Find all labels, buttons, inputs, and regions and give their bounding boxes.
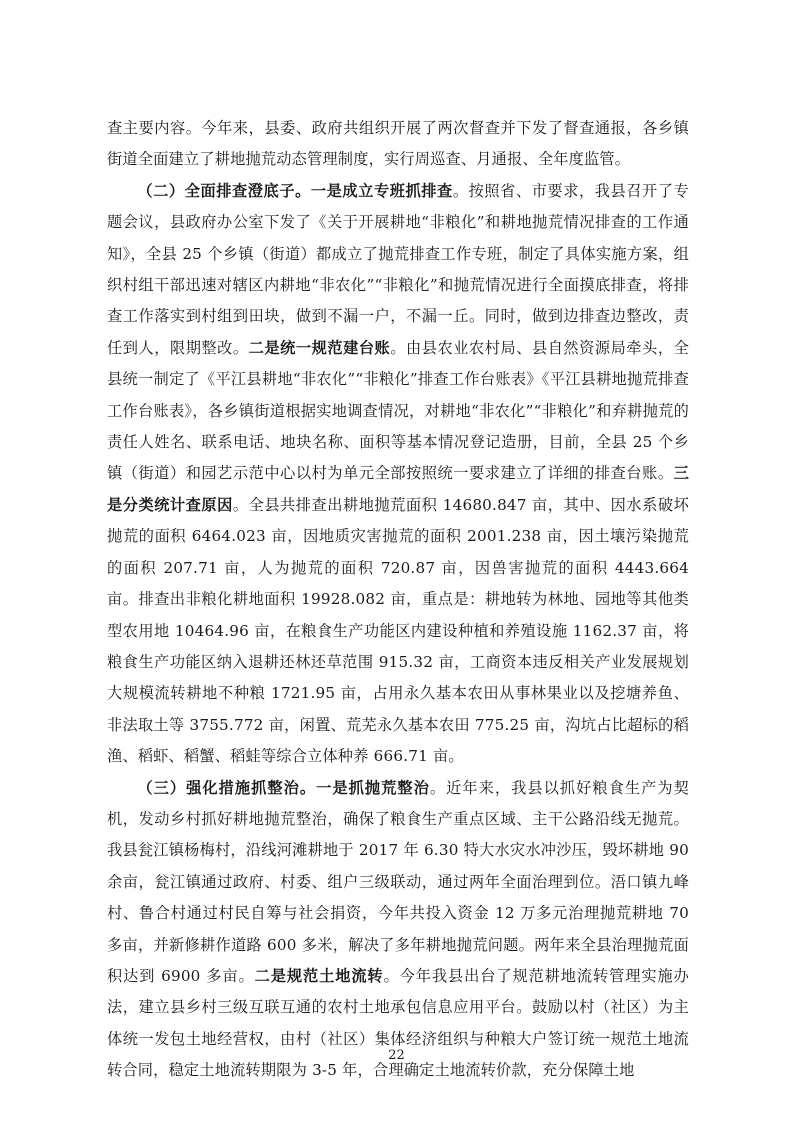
- paragraph-2-text-1: 。按照省、市要求，我县召开了专题会议，县政府办公室下发了《关于开展耕地“非粮化”和耕地抛荒情况排查的工作通知》，全县 25 个乡镇（街道）都成立了抛荒排查工作专班，制定了具体实施方案，组织村组干部迅速对辖区内耕地“非农化”“非粮化”和抛荒情况进行全面摸底排查，将排查工作落实到村组到田块，做到不漏一户，不漏一丘。同时，做到边排查边整改，责任到人，限期整改。: [107, 181, 689, 357]
- subpoint-heading-1: 一是成立专班抓排查: [310, 181, 453, 200]
- paragraph-1: [107, 113, 689, 176]
- paragraph-3-text-1: 。近年来，我县以抓好粮食生产为契机，发动乡村抓好耕地抛荒整治，确保了粮食生产重点区域、主干公路沿线无抛荒。我县瓮江镇杨梅村，沿线河滩耕地于 2017 年 6.30 特大水灾水冲沙压，毁坏耕地 90 余亩，瓮江镇通过政府、村委、组户三级联动，通过两年全面治理到位。浯口镇九峰村、鲁合村通过村民自筹与社会捐资，今年共投入资金 12 万多元治理抛荒耕地 70 多亩，并新修耕作道路 600 多米，解决了多年耕地抛荒问题。两年来全县治理抛荒面积达到 6900 多亩。: [107, 778, 690, 985]
- section-heading-2: （二）全面排查澄底子。: [137, 181, 311, 200]
- section-heading-3: （三）强化措施抓整治。: [137, 778, 317, 797]
- subpoint-heading-5: 二是规范土地流转: [254, 966, 384, 985]
- paragraph-1-text: 查主要内容。今年来，县委、政府共组织开展了两次督查并下发了督查通报，各乡镇街道全面建立了耕地抛荒动态管理制度，实行周巡查、月通报、全年度监管。: [107, 119, 689, 169]
- subpoint-heading-3: 三是分类统计查原因: [107, 464, 689, 514]
- subpoint-heading-4: 一是抓抛荒整治: [316, 778, 430, 797]
- page-number: 22: [388, 1048, 405, 1063]
- paragraph-2-text-2: 。由县农业农村局、县自然资源局牵头，全县统一制定了《平江县耕地“非农化”“非粮化”排查工作台账表》《平江县耕地抛荒排查工作台账表》，各乡镇街道根据实地调查情况，对耕地“非农化”“非粮化”和弃耕抛荒的责任人姓名、联系电话、地块名称、面积等基本情况登记造册，目前，全县 25 个乡镇（街道）和园艺示范中心以村为单元全部按照统一要求建立了详细的排查台账。: [107, 338, 689, 483]
- paragraph-2-text-3: 。全县共排查出耕地抛荒面积 14680.847 亩，其中、因水系破坏抛荒的面积 6464.023 亩，因地质灾害抛荒的面积 2001.238 亩，因土壤污染抛荒的面积 207.71 亩，人为抛荒的面积 720.87 亩，因兽害抛荒的面积 4443.664 亩。排查出非粮化耕地面积 19928.082 亩，重点是：耕地转为林地、园地等其他类型农用地 10464.96 亩，在粮食生产功能区内建设种植和养殖设施 1162.37 亩，将粮食生产功能区纳入退耕还林还草范围 915.32 亩，工商资本违反相关产业发展规划大规模流转耕地不种粮 1721.95 亩，占用永久基本农田从事林果业以及挖塘养鱼、非法取土等 3755.772 亩，闲置、荒芜永久基本农田 775.25 亩，沟坑占比超标的稻渔、稻虾、稻蟹、稻蛙等综合立体种养 666.71 亩。: [107, 495, 689, 766]
- paragraph-2: [107, 176, 689, 773]
- paragraph-3: [107, 773, 689, 1087]
- subpoint-heading-2: 二是统一规范建台账: [248, 338, 391, 357]
- paragraph-3-text-2: 。今年我县出台了规范耕地流转管理实施办法，建立县乡村三级互联互通的农村土地承包信息应用平台。鼓励以村（社区）为主体统一发包土地经营权，由村（社区）集体经济组织与种粮大户签订统一规范土地流转合同，稳定土地流转期限为 3-5 年，合理确定土地流转价款，充分保障土地: [107, 966, 689, 1080]
- document-body: [107, 113, 689, 1087]
